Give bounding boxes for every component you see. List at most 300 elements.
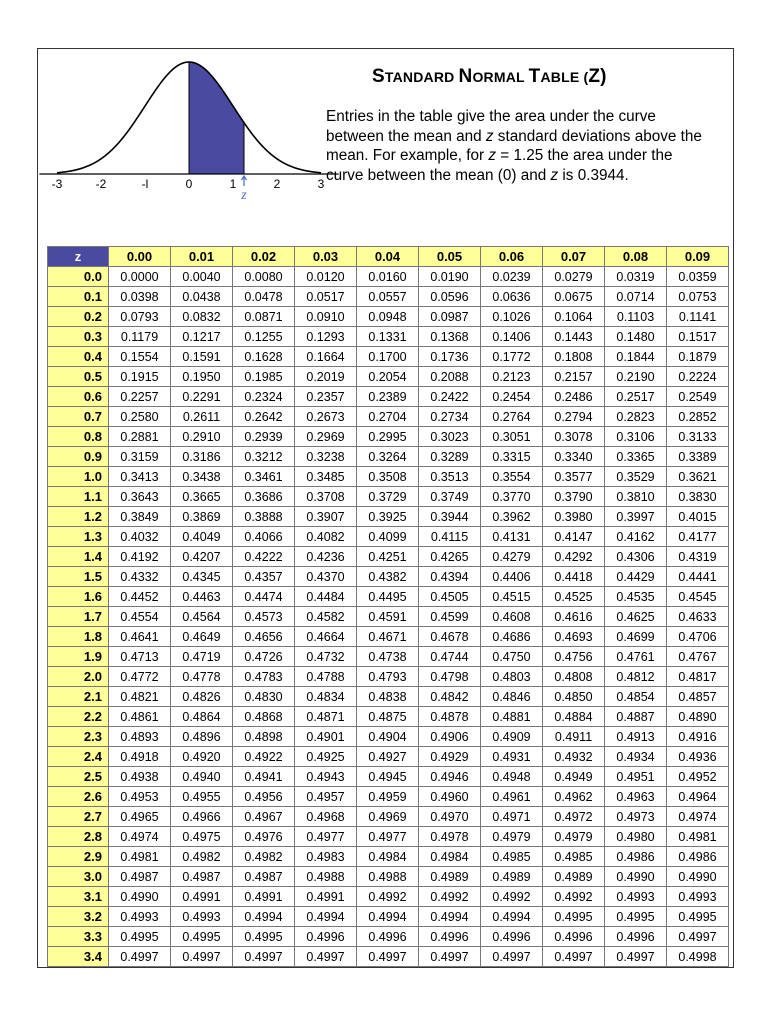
table-cell: 0.3186	[171, 447, 233, 467]
column-header: 0.01	[171, 247, 233, 267]
page-title	[372, 66, 607, 88]
table-row	[48, 687, 729, 707]
table-row	[48, 707, 729, 727]
table-cell: 0.0160	[357, 267, 419, 287]
table-cell: 0.1808	[543, 347, 605, 367]
table-cell: 0.0517	[295, 287, 357, 307]
row-z-value: 0.6	[48, 387, 109, 407]
table-cell: 0.3749	[419, 487, 481, 507]
table-cell: 0.2517	[605, 387, 667, 407]
table-cell: 0.2224	[667, 367, 729, 387]
table-cell: 0.2910	[171, 427, 233, 447]
table-cell: 0.4993	[109, 907, 171, 927]
table-cell: 0.4996	[295, 927, 357, 947]
table-cell: 0.4887	[605, 707, 667, 727]
table-cell: 0.2794	[543, 407, 605, 427]
table-cell: 0.1664	[295, 347, 357, 367]
table-cell: 0.1406	[481, 327, 543, 347]
table-cell: 0.3389	[667, 447, 729, 467]
table-cell: 0.2389	[357, 387, 419, 407]
table-cell: 0.4957	[295, 787, 357, 807]
table-cell: 0.3888	[233, 507, 295, 527]
table-cell: 0.1179	[109, 327, 171, 347]
column-header: 0.03	[295, 247, 357, 267]
table-row	[48, 927, 729, 947]
table-cell: 0.4641	[109, 627, 171, 647]
table-cell: 0.4545	[667, 587, 729, 607]
table-cell: 0.0398	[109, 287, 171, 307]
table-cell: 0.4842	[419, 687, 481, 707]
table-cell: 0.0948	[357, 307, 419, 327]
table-cell: 0.3078	[543, 427, 605, 447]
table-cell: 0.4978	[419, 827, 481, 847]
row-z-value: 2.3	[48, 727, 109, 747]
table-cell: 0.4049	[171, 527, 233, 547]
table-cell: 0.4972	[543, 807, 605, 827]
table-cell: 0.4678	[419, 627, 481, 647]
table-cell: 0.4993	[667, 887, 729, 907]
table-cell: 0.4995	[605, 907, 667, 927]
table-cell: 0.1879	[667, 347, 729, 367]
table-cell: 0.4925	[295, 747, 357, 767]
table-cell: 0.4998	[667, 947, 729, 967]
table-row	[48, 507, 729, 527]
table-cell: 0.0438	[171, 287, 233, 307]
table-cell: 0.4973	[605, 807, 667, 827]
table-cell: 0.3413	[109, 467, 171, 487]
table-cell: 0.4920	[171, 747, 233, 767]
table-cell: 0.4484	[295, 587, 357, 607]
column-header: 0.05	[419, 247, 481, 267]
table-cell: 0.2881	[109, 427, 171, 447]
column-header: 0.09	[667, 247, 729, 267]
table-cell: 0.4995	[667, 907, 729, 927]
table-cell: 0.0832	[171, 307, 233, 327]
table-cell: 0.3729	[357, 487, 419, 507]
table-cell: 0.0636	[481, 287, 543, 307]
description-text: is 0.3944.	[558, 166, 629, 184]
row-z-value: 1.8	[48, 627, 109, 647]
table-body	[48, 267, 729, 967]
table-cell: 0.4988	[295, 867, 357, 887]
table-cell: 0.4750	[481, 647, 543, 667]
axis-tick-label: 2	[273, 177, 281, 191]
table-cell: 0.4744	[419, 647, 481, 667]
table-cell: 0.4996	[357, 927, 419, 947]
table-cell: 0.4977	[357, 827, 419, 847]
table-row	[48, 407, 729, 427]
table-cell: 0.2852	[667, 407, 729, 427]
table-cell: 0.4738	[357, 647, 419, 667]
table-cell: 0.4955	[171, 787, 233, 807]
table-row	[48, 267, 729, 287]
table-cell: 0.4969	[357, 807, 419, 827]
table-cell: 0.4989	[481, 867, 543, 887]
table-cell: 0.4927	[357, 747, 419, 767]
table-row	[48, 307, 729, 327]
table-cell: 0.4418	[543, 567, 605, 587]
row-z-value: 0.4	[48, 347, 109, 367]
normal-curve-svg	[51, 56, 325, 206]
table-row	[48, 787, 729, 807]
column-header: 0.08	[605, 247, 667, 267]
table-cell: 0.1700	[357, 347, 419, 367]
table-cell: 0.3980	[543, 507, 605, 527]
table-cell: 0.4932	[543, 747, 605, 767]
table-cell: 0.4997	[543, 947, 605, 967]
table-cell: 0.4878	[419, 707, 481, 727]
table-cell: 0.4967	[233, 807, 295, 827]
table-cell: 0.0120	[295, 267, 357, 287]
table-row	[48, 467, 729, 487]
table-cell: 0.4788	[295, 667, 357, 687]
table-cell: 0.4830	[233, 687, 295, 707]
table-cell: 0.4953	[109, 787, 171, 807]
table-cell: 0.4949	[543, 767, 605, 787]
table-cell: 0.4941	[233, 767, 295, 787]
table-cell: 0.4394	[419, 567, 481, 587]
table-cell: 0.4345	[171, 567, 233, 587]
table-cell: 0.4265	[419, 547, 481, 567]
row-z-value: 1.7	[48, 607, 109, 627]
row-z-value: 2.0	[48, 667, 109, 687]
table-cell: 0.4936	[667, 747, 729, 767]
table-row	[48, 547, 729, 567]
table-cell: 0.4995	[233, 927, 295, 947]
table-cell: 0.4904	[357, 727, 419, 747]
table-cell: 0.4977	[295, 827, 357, 847]
table-cell: 0.4982	[171, 847, 233, 867]
table-cell: 0.4934	[605, 747, 667, 767]
table-cell: 0.4793	[357, 667, 419, 687]
table-cell: 0.4987	[109, 867, 171, 887]
table-row	[48, 827, 729, 847]
description-text: standard deviations above the mean. For example, for	[326, 127, 702, 164]
table-cell: 0.1443	[543, 327, 605, 347]
table-cell: 0.4803	[481, 667, 543, 687]
table-cell: 0.4993	[605, 887, 667, 907]
row-z-value: 2.1	[48, 687, 109, 707]
table-cell: 0.4319	[667, 547, 729, 567]
table-cell: 0.0910	[295, 307, 357, 327]
table-row	[48, 487, 729, 507]
row-z-value: 0.2	[48, 307, 109, 327]
table-cell: 0.4979	[543, 827, 605, 847]
table-cell: 0.4192	[109, 547, 171, 567]
table-cell: 0.3997	[605, 507, 667, 527]
table-cell: 0.4976	[233, 827, 295, 847]
table-cell: 0.3051	[481, 427, 543, 447]
table-row	[48, 807, 729, 827]
table-cell: 0.4997	[667, 927, 729, 947]
table-row	[48, 347, 729, 367]
table-cell: 0.4974	[667, 807, 729, 827]
table-cell: 0.0557	[357, 287, 419, 307]
table-cell: 0.4798	[419, 667, 481, 687]
table-cell: 0.3238	[295, 447, 357, 467]
table-cell: 0.4608	[481, 607, 543, 627]
table-cell: 0.1293	[295, 327, 357, 347]
table-cell: 0.0987	[419, 307, 481, 327]
row-z-value: 1.1	[48, 487, 109, 507]
table-cell: 0.1026	[481, 307, 543, 327]
table-cell: 0.4993	[171, 907, 233, 927]
column-header: 0.00	[109, 247, 171, 267]
table-cell: 0.3340	[543, 447, 605, 467]
table-cell: 0.4671	[357, 627, 419, 647]
table-cell: 0.4032	[109, 527, 171, 547]
table-cell: 0.2291	[171, 387, 233, 407]
table-cell: 0.4875	[357, 707, 419, 727]
description-text: = 1.25 the area under the curve between the mean (0) and	[326, 147, 673, 184]
table-cell: 0.4582	[295, 607, 357, 627]
table-cell: 0.4975	[171, 827, 233, 847]
table-row	[48, 387, 729, 407]
table-cell: 0.3770	[481, 487, 543, 507]
row-z-value: 0.7	[48, 407, 109, 427]
table-cell: 0.0714	[605, 287, 667, 307]
table-cell: 0.4995	[109, 927, 171, 947]
table-cell: 0.4948	[481, 767, 543, 787]
table-cell: 0.4686	[481, 627, 543, 647]
table-cell: 0.2549	[667, 387, 729, 407]
table-cell: 0.3869	[171, 507, 233, 527]
table-cell: 0.4966	[171, 807, 233, 827]
table-cell: 0.4996	[605, 927, 667, 947]
table-cell: 0.4664	[295, 627, 357, 647]
column-header: 0.07	[543, 247, 605, 267]
table-cell: 0.4236	[295, 547, 357, 567]
table-cell: 0.2454	[481, 387, 543, 407]
table-cell: 0.4971	[481, 807, 543, 827]
table-cell: 0.1950	[171, 367, 233, 387]
axis-tick-label: 3	[317, 177, 325, 191]
row-z-value: 3.2	[48, 907, 109, 927]
axis-tick-label: -2	[95, 177, 107, 191]
row-z-value: 2.8	[48, 827, 109, 847]
table-cell: 0.4913	[605, 727, 667, 747]
table-cell: 0.4986	[605, 847, 667, 867]
table-cell: 0.4177	[667, 527, 729, 547]
table-row	[48, 587, 729, 607]
table-cell: 0.3577	[543, 467, 605, 487]
table-cell: 0.4938	[109, 767, 171, 787]
table-cell: 0.4901	[295, 727, 357, 747]
table-cell: 0.4982	[233, 847, 295, 867]
shaded-area	[189, 62, 244, 174]
table-cell: 0.0080	[233, 267, 295, 287]
table-cell: 0.4997	[419, 947, 481, 967]
table-cell: 0.4251	[357, 547, 419, 567]
table-cell: 0.4382	[357, 567, 419, 587]
table-cell: 0.2422	[419, 387, 481, 407]
row-z-value: 2.9	[48, 847, 109, 867]
table-cell: 0.4964	[667, 787, 729, 807]
table-cell: 0.4292	[543, 547, 605, 567]
table-cell: 0.4997	[481, 947, 543, 967]
description-text: Entries in the table give the area under the curve between the mean and	[326, 108, 656, 145]
table-cell: 0.4719	[171, 647, 233, 667]
row-z-value: 0.9	[48, 447, 109, 467]
table-cell: 0.3944	[419, 507, 481, 527]
row-z-value: 2.4	[48, 747, 109, 767]
table-cell: 0.3485	[295, 467, 357, 487]
row-z-value: 3.4	[48, 947, 109, 967]
table-cell: 0.4279	[481, 547, 543, 567]
table-cell: 0.4573	[233, 607, 295, 627]
table-cell: 0.2969	[295, 427, 357, 447]
table-cell: 0.4131	[481, 527, 543, 547]
table-row	[48, 427, 729, 447]
table-cell: 0.4946	[419, 767, 481, 787]
table-cell: 0.3830	[667, 487, 729, 507]
table-cell: 0.3554	[481, 467, 543, 487]
table-cell: 0.3643	[109, 487, 171, 507]
table-cell: 0.4997	[109, 947, 171, 967]
table-cell: 0.4956	[233, 787, 295, 807]
table-cell: 0.4441	[667, 567, 729, 587]
table-cell: 0.3849	[109, 507, 171, 527]
table-cell: 0.1844	[605, 347, 667, 367]
table-cell: 0.4535	[605, 587, 667, 607]
table-cell: 0.4713	[109, 647, 171, 667]
table-cell: 0.2019	[295, 367, 357, 387]
table-cell: 0.4761	[605, 647, 667, 667]
table-cell: 0.2764	[481, 407, 543, 427]
table-cell: 0.1915	[109, 367, 171, 387]
table-row	[48, 727, 729, 747]
table-row	[48, 887, 729, 907]
table-cell: 0.4991	[295, 887, 357, 907]
table-cell: 0.4898	[233, 727, 295, 747]
table-cell: 0.3686	[233, 487, 295, 507]
table-row	[48, 847, 729, 867]
table-cell: 0.4778	[171, 667, 233, 687]
row-z-value: 1.6	[48, 587, 109, 607]
table-row	[48, 667, 729, 687]
table-cell: 0.4726	[233, 647, 295, 667]
table-cell: 0.4990	[667, 867, 729, 887]
table-cell: 0.2580	[109, 407, 171, 427]
table-cell: 0.0675	[543, 287, 605, 307]
table-row	[48, 867, 729, 887]
table-cell: 0.4767	[667, 647, 729, 667]
table-cell: 0.4332	[109, 567, 171, 587]
column-header: 0.04	[357, 247, 419, 267]
table-cell: 0.4990	[605, 867, 667, 887]
table-cell: 0.4817	[667, 667, 729, 687]
row-z-value: 1.3	[48, 527, 109, 547]
z-marker-label: z	[241, 188, 247, 203]
table-cell: 0.4994	[481, 907, 543, 927]
table-cell: 0.4554	[109, 607, 171, 627]
table-cell: 0.3289	[419, 447, 481, 467]
table-cell: 0.3621	[667, 467, 729, 487]
table-cell: 0.4990	[109, 887, 171, 907]
column-header: 0.06	[481, 247, 543, 267]
table-row	[48, 567, 729, 587]
table-cell: 0.4909	[481, 727, 543, 747]
table-cell: 0.4980	[605, 827, 667, 847]
table-cell: 0.4922	[233, 747, 295, 767]
table-row	[48, 747, 729, 767]
table-cell: 0.2088	[419, 367, 481, 387]
table-cell: 0.4991	[171, 887, 233, 907]
table-cell: 0.4952	[667, 767, 729, 787]
table-cell: 0.4959	[357, 787, 419, 807]
table-cell: 0.2823	[605, 407, 667, 427]
table-cell: 0.3023	[419, 427, 481, 447]
table-cell: 0.1255	[233, 327, 295, 347]
table-row	[48, 907, 729, 927]
table-cell: 0.3962	[481, 507, 543, 527]
table-cell: 0.4951	[605, 767, 667, 787]
table-cell: 0.4591	[357, 607, 419, 627]
table-cell: 0.4943	[295, 767, 357, 787]
axis-tick-label: 0	[185, 177, 193, 191]
row-z-value: 2.2	[48, 707, 109, 727]
table-cell: 0.1064	[543, 307, 605, 327]
row-z-value: 1.2	[48, 507, 109, 527]
table-cell: 0.4808	[543, 667, 605, 687]
table-cell: 0.2704	[357, 407, 419, 427]
table-cell: 0.2642	[233, 407, 295, 427]
table-cell: 0.4474	[233, 587, 295, 607]
table-cell: 0.4625	[605, 607, 667, 627]
table-row	[48, 627, 729, 647]
table-cell: 0.4826	[171, 687, 233, 707]
table-cell: 0.4599	[419, 607, 481, 627]
table-cell: 0.2673	[295, 407, 357, 427]
table-cell: 0.4940	[171, 767, 233, 787]
table-cell: 0.4929	[419, 747, 481, 767]
table-cell: 0.0753	[667, 287, 729, 307]
table-cell: 0.4821	[109, 687, 171, 707]
table-cell: 0.3264	[357, 447, 419, 467]
table-cell: 0.4961	[481, 787, 543, 807]
table-cell: 0.4649	[171, 627, 233, 647]
table-cell: 0.1554	[109, 347, 171, 367]
table-cell: 0.4994	[357, 907, 419, 927]
table-cell: 0.4989	[543, 867, 605, 887]
table-cell: 0.4996	[543, 927, 605, 947]
title-part: T	[528, 66, 541, 87]
table-row	[48, 947, 729, 967]
table-cell: 0.4082	[295, 527, 357, 547]
table-row	[48, 607, 729, 627]
table-cell: 0.3461	[233, 467, 295, 487]
table-cell: 0.4996	[419, 927, 481, 947]
table-cell: 0.4515	[481, 587, 543, 607]
table-cell: 0.0000	[109, 267, 171, 287]
table-cell: 0.4985	[481, 847, 543, 867]
table-cell: 0.2157	[543, 367, 605, 387]
table-cell: 0.4306	[605, 547, 667, 567]
table-cell: 0.4996	[481, 927, 543, 947]
table-cell: 0.4994	[295, 907, 357, 927]
table-cell: 0.1628	[233, 347, 295, 367]
axis-tick-label: -3	[51, 177, 63, 191]
table-cell: 0.2486	[543, 387, 605, 407]
table-cell: 0.4986	[667, 847, 729, 867]
table-cell: 0.4994	[233, 907, 295, 927]
table-cell: 0.1103	[605, 307, 667, 327]
table-cell: 0.1217	[171, 327, 233, 347]
table-cell: 0.2257	[109, 387, 171, 407]
axis-tick-label: -l	[141, 177, 149, 191]
table-cell: 0.4997	[357, 947, 419, 967]
table-cell: 0.3212	[233, 447, 295, 467]
